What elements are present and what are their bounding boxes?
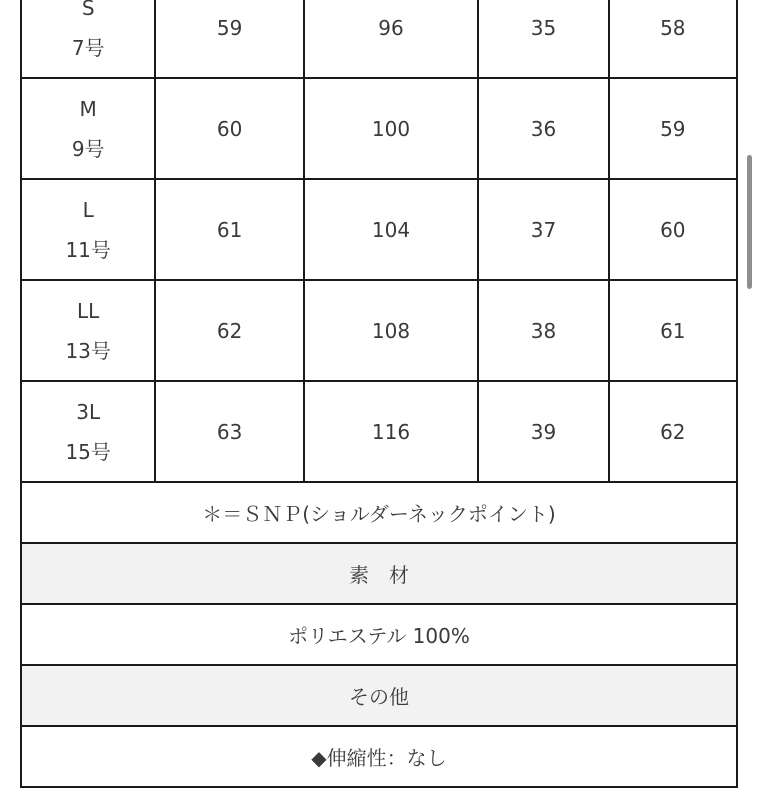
size-row-m xyxy=(21,78,737,179)
material-value: ポリエステル 100% xyxy=(21,604,737,665)
other-value: ◆伸縮性：なし xyxy=(21,726,737,787)
size-label: M xyxy=(79,96,97,121)
measurement-cell: 61 xyxy=(609,280,737,381)
other-value-row xyxy=(21,726,737,787)
size-label-cell xyxy=(21,179,155,280)
measurement-cell: 38 xyxy=(478,280,608,381)
measurement-cell: 108 xyxy=(304,280,478,381)
size-label: 3L xyxy=(76,399,101,424)
size-label-cell xyxy=(21,381,155,482)
japan-size-label: 11号 xyxy=(65,237,111,262)
measurement-cell: 60 xyxy=(155,78,303,179)
material-value-row xyxy=(21,604,737,665)
measurement-cell: 61 xyxy=(155,179,303,280)
measurement-cell: 36 xyxy=(478,78,608,179)
measurement-cell: 100 xyxy=(304,78,478,179)
size-label-cell xyxy=(21,0,155,78)
measurement-cell: 35 xyxy=(478,0,608,78)
japan-size-label: 7号 xyxy=(71,35,105,60)
measurement-cell: 58 xyxy=(609,0,737,78)
size-label: S xyxy=(81,0,95,20)
size-row-l xyxy=(21,179,737,280)
size-row-ll xyxy=(21,280,737,381)
measurement-cell: 96 xyxy=(304,0,478,78)
measurement-cell: 62 xyxy=(609,381,737,482)
measurement-cell: 104 xyxy=(304,179,478,280)
size-chart-table xyxy=(20,0,738,788)
measurement-cell: 39 xyxy=(478,381,608,482)
japan-size-label: 15号 xyxy=(65,439,111,464)
other-header: その他 xyxy=(21,665,737,726)
measurement-cell: 116 xyxy=(304,381,478,482)
measurement-cell: 37 xyxy=(478,179,608,280)
japan-size-label: 9号 xyxy=(71,136,105,161)
size-label: LL xyxy=(77,298,100,323)
snp-note-row xyxy=(21,482,737,543)
scrollbar-thumb[interactable] xyxy=(747,155,752,289)
material-header-row xyxy=(21,543,737,604)
size-label-cell xyxy=(21,280,155,381)
other-header-row xyxy=(21,665,737,726)
size-label: L xyxy=(82,197,94,222)
measurement-cell: 62 xyxy=(155,280,303,381)
measurement-cell: 59 xyxy=(155,0,303,78)
snp-note: ＊＝ＳＮＰ(ショルダーネックポイント) xyxy=(21,482,737,543)
measurement-cell: 63 xyxy=(155,381,303,482)
size-label-cell xyxy=(21,78,155,179)
size-row-s xyxy=(21,0,737,78)
measurement-cell: 60 xyxy=(609,179,737,280)
japan-size-label: 13号 xyxy=(65,338,111,363)
size-row-3l xyxy=(21,381,737,482)
material-header: 素 材 xyxy=(21,543,737,604)
measurement-cell: 59 xyxy=(609,78,737,179)
